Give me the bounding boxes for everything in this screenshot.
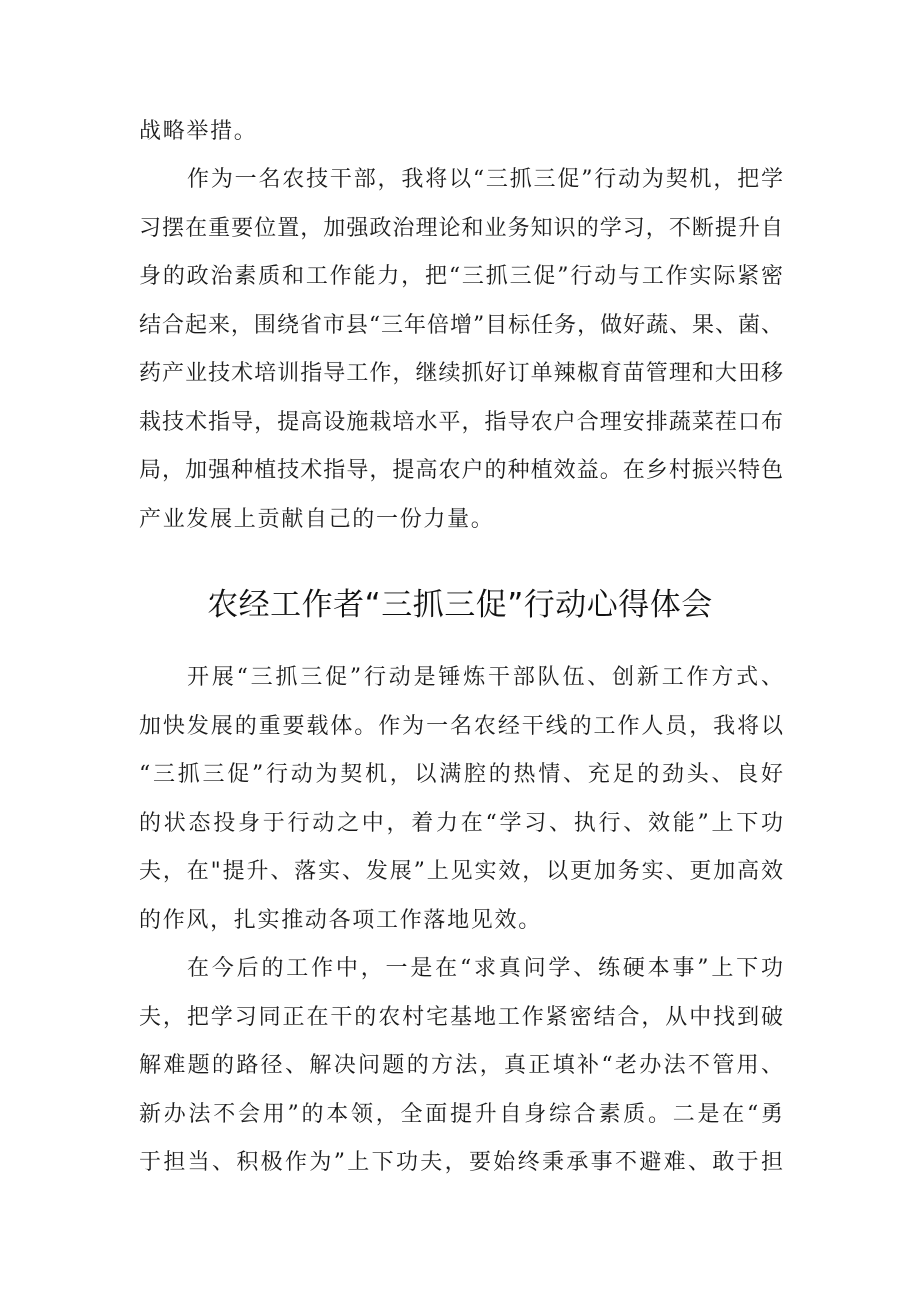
intro-paragraph-tail: 战略举措。	[139, 119, 258, 144]
paragraph-1-line: 局，加强种植技术指导，提高农户的种植效益。在乡村振兴特色	[139, 458, 783, 483]
paragraph-1-line: 药产业技术培训指导工作，继续抓好订单辣椒育苗管理和大田移	[139, 361, 783, 386]
paragraph-2-line: 夫，在"提升、落实、发展”上见实效，以更加务实、更加高效	[139, 859, 783, 884]
paragraph-1-line: 产业发展上贡献自己的一份力量。	[139, 507, 495, 532]
paragraph-2-line: 的状态投身于行动之中，着力在“学习、执行、效能”上下功	[139, 811, 783, 836]
paragraph-3-line: 在今后的工作中，一是在“求真问学、练硬本事”上下功	[187, 956, 783, 981]
paragraph-3-line: 于担当、积极作为”上下功夫，要始终秉承事不避难、敢于担	[139, 1150, 783, 1175]
paragraph-2-line: 开展“三抓三促”行动是锤炼干部队伍、创新工作方式、	[187, 665, 783, 690]
paragraph-1-line: 栽技术指导，提高设施栽培水平，指导农户合理安排蔬菜茬口布	[139, 410, 783, 435]
paragraph-1-line: 作为一名农技干部，我将以“三抓三促”行动为契机，把学	[187, 167, 783, 192]
paragraph-1-line: 身的政治素质和工作能力，把“三抓三促”行动与工作实际紧密	[139, 264, 783, 289]
paragraph-2-line: 加快发展的重要载体。作为一名农经干线的工作人员，我将以	[139, 714, 783, 739]
paragraph-3-line: 解难题的路径、解决问题的方法，真正填补“老办法不管用、	[139, 1053, 783, 1078]
paragraph-2-line: 的作风，扎实推动各项工作落地见效。	[139, 908, 542, 933]
paragraph-1-line: 习摆在重要位置，加强政治理论和业务知识的学习，不断提升自	[139, 216, 783, 241]
paragraph-1-line: 结合起来，围绕省市县“三年倍增”目标任务，做好蔬、果、菌、	[139, 313, 783, 338]
paragraph-3-line: 夫，把学习同正在干的农村宅基地工作紧密结合，从中找到破	[139, 1005, 783, 1030]
article-title: 农经工作者“三抓三促”行动心得体会	[207, 587, 713, 623]
paragraph-3-line: 新办法不会用”的本领，全面提升自身综合素质。二是在“勇	[139, 1102, 783, 1127]
paragraph-2-line: “三抓三促”行动为契机，以满腔的热情、充足的劲头、良好	[139, 762, 783, 787]
